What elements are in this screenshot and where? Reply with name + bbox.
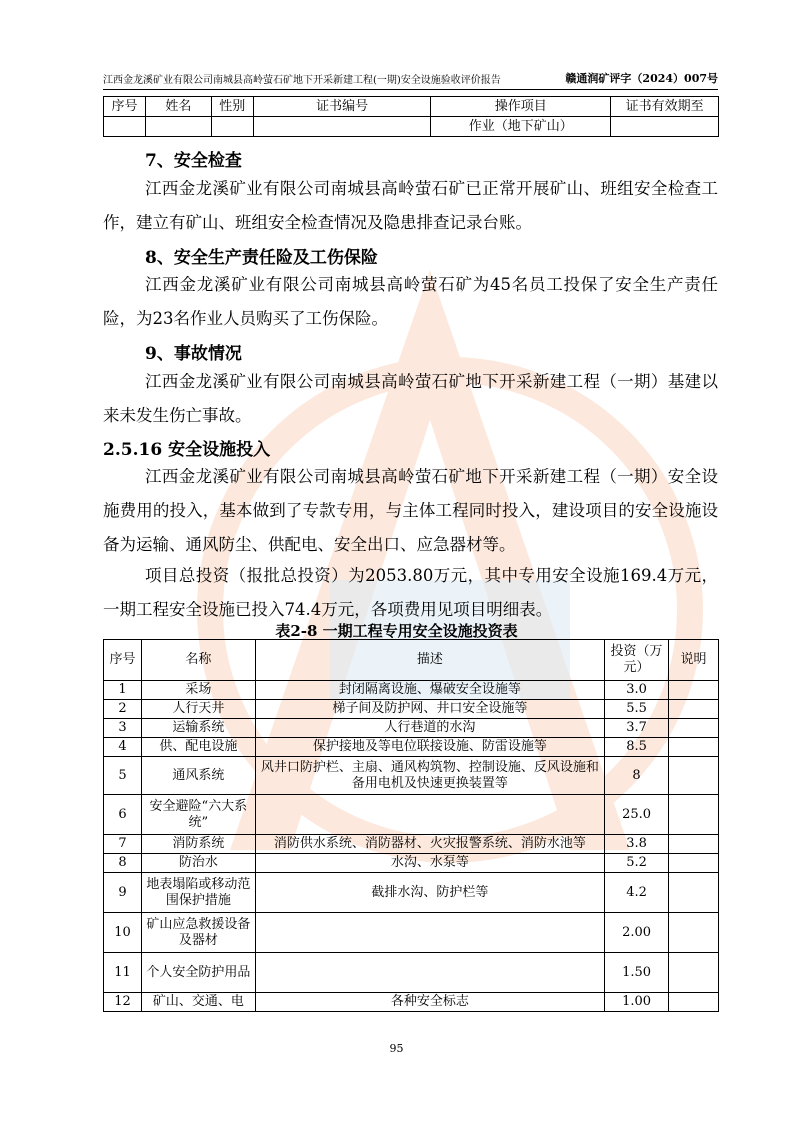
section-heading-2516: 2.5.16 安全设施投入 [103,440,271,460]
table-cell-desc [255,913,604,953]
table-cell-amount: 1.50 [605,953,669,993]
table-row [104,757,719,795]
header-cell-note: 说明 [669,640,719,681]
table-cell-desc: 截排水沟、防护栏等 [255,873,604,913]
table-cell-no: 12 [104,993,142,1012]
table-cell-name: 通风系统 [141,757,255,795]
table-cell-amount: 3.8 [605,835,669,854]
table-cell-name: 矿山、交通、电 [141,993,255,1012]
table-cell-note [669,719,719,738]
table-cell-name: 运输系统 [141,719,255,738]
table-row [104,719,719,738]
header-cell-desc: 描述 [255,640,604,681]
table-cell-name: 采场 [141,681,255,700]
table-cell-no: 8 [104,854,142,873]
header-divider [103,89,718,90]
section-body-accidents: 江西金龙溪矿业有限公司南城县高岭萤石矿地下开采新建工程（一期）基建以来未发生伤亡事故。 [103,372,718,425]
table-cell-desc [255,795,604,835]
table-cell-note [669,873,719,913]
table-cell-no: 2 [104,700,142,719]
table-cell-name: 矿山应急救援设备及器材 [141,913,255,953]
table-cell-note [669,913,719,953]
table-row [104,854,719,873]
header-cell: 证书编号 [253,97,431,117]
header-cell: 姓名 [145,97,211,117]
table-cell-amount: 4.2 [605,873,669,913]
table-cell-desc: 消防供水系统、消防器材、火灾报警系统、消防水池等 [255,835,604,854]
table-cell-amount: 3.7 [605,719,669,738]
table-cell-note [669,953,719,993]
table-caption: 表2-8 一期工程专用安全设施投资表 [275,622,518,640]
table-row [104,117,719,137]
header-cell-no: 序号 [104,640,142,681]
table-cell-note [669,681,719,700]
section-heading-safety-inspection: 7、安全检查 [145,151,242,171]
table-cell-amount: 3.0 [605,681,669,700]
table-cell: 作业（地下矿山） [431,117,611,137]
table-cell-no: 4 [104,738,142,757]
table-cell-amount: 8 [605,757,669,795]
table-row [104,700,719,719]
section-2516-paragraph-2: 项目总投资（报批总投资）为2053.80万元，其中专用安全设施169.4万元，一期工程安全设施已投入74.4万元，各项费用见项目明细表。 [103,566,718,619]
table-header-row [104,97,719,117]
table-cell-name: 地表塌陷或移动范围保护措施 [141,873,255,913]
table-cell-amount: 2.00 [605,913,669,953]
table-cell [145,117,211,137]
table-cell-name: 消防系统 [141,835,255,854]
safety-investment-table [103,639,719,1012]
table-cell-desc: 风井口防护栏、主扇、通风构筑物、控制设施、反风设施和备用电机及快速更换装置等 [255,757,604,795]
table-cell-note [669,757,719,795]
page-header [103,70,718,86]
table-cell-amount: 25.0 [605,795,669,835]
table-cell-name: 个人安全防护用品 [141,953,255,993]
table-row [104,795,719,835]
table-row [104,953,719,993]
table-cell-note [669,835,719,854]
table-cell-no: 1 [104,681,142,700]
page-number: 95 [389,1042,404,1055]
table-cell-amount: 1.00 [605,993,669,1012]
section-heading-accidents: 9、事故情况 [145,344,242,364]
table-cell-desc: 保护接地及等电位联接设施、防雷设施等 [255,738,604,757]
table-cell-desc: 梯子间及防护网、井口安全设施等 [255,700,604,719]
section-body-insurance: 江西金龙溪矿业有限公司南城县高岭萤石矿为45名员工投保了安全生产责任险，为23名作业人员购买了工伤保险。 [103,275,718,328]
table-cell-no: 10 [104,913,142,953]
header-cell: 操作项目 [431,97,611,117]
section-body-safety-inspection: 江西金龙溪矿业有限公司南城县高岭萤石矿已正常开展矿山、班组安全检查工作，建立有矿山、班组安全检查情况及隐患排查记录台账。 [103,179,718,232]
header-cell: 证书有效期至 [611,97,719,117]
personnel-table-continued [103,96,719,137]
table-cell-note [669,738,719,757]
table-cell-desc: 人行巷道的水沟 [255,719,604,738]
table-row [104,993,719,1012]
table-cell-no: 3 [104,719,142,738]
table-row [104,913,719,953]
table-row [104,738,719,757]
table-cell-note [669,795,719,835]
table-cell-desc [255,953,604,993]
table-cell [104,117,146,137]
section-2516-paragraph-1: 江西金龙溪矿业有限公司南城县高岭萤石矿地下开采新建工程（一期）安全设施费用的投入，基本做到了专款专用，与主体工程同时投入，建设项目的安全设施设备为运输、通风防尘、供配电、安全出口、应急器材等。 [103,467,718,554]
table-row [104,873,719,913]
header-cell-amount: 投资（万元） [605,640,669,681]
table-cell-name: 供、配电设施 [141,738,255,757]
table-cell-no: 9 [104,873,142,913]
table-cell-amount: 5.5 [605,700,669,719]
table-cell [211,117,253,137]
header-report-code: 赣通润矿评字（2024）007号 [565,72,718,85]
header-cell-name: 名称 [141,640,255,681]
table-cell-desc: 各种安全标志 [255,993,604,1012]
section-heading-insurance: 8、安全生产责任险及工伤保险 [145,248,378,268]
table-row [104,681,719,700]
table-cell-note [669,700,719,719]
table-cell-desc: 封闭隔离设施、爆破安全设施等 [255,681,604,700]
table-cell-no: 6 [104,795,142,835]
table-cell-name: 安全避险“六大系统” [141,795,255,835]
table-row [104,835,719,854]
table-cell-name: 防治水 [141,854,255,873]
table-header-row [104,640,719,681]
table-cell [611,117,719,137]
table-cell-no: 5 [104,757,142,795]
table-cell-no: 11 [104,953,142,993]
table-cell-note [669,854,719,873]
table-cell-no: 7 [104,835,142,854]
table-cell-amount: 5.2 [605,854,669,873]
table-cell [253,117,431,137]
header-cell: 序号 [104,97,146,117]
header-title: 江西金龙溪矿业有限公司南城县高岭萤石矿地下开采新建工程(一期)安全设施验收评价报告 [103,75,501,86]
table-cell-desc: 水沟、水泵等 [255,854,604,873]
table-cell-amount: 8.5 [605,738,669,757]
header-cell: 性别 [211,97,253,117]
table-cell-note [669,993,719,1012]
table-cell-name: 人行天井 [141,700,255,719]
